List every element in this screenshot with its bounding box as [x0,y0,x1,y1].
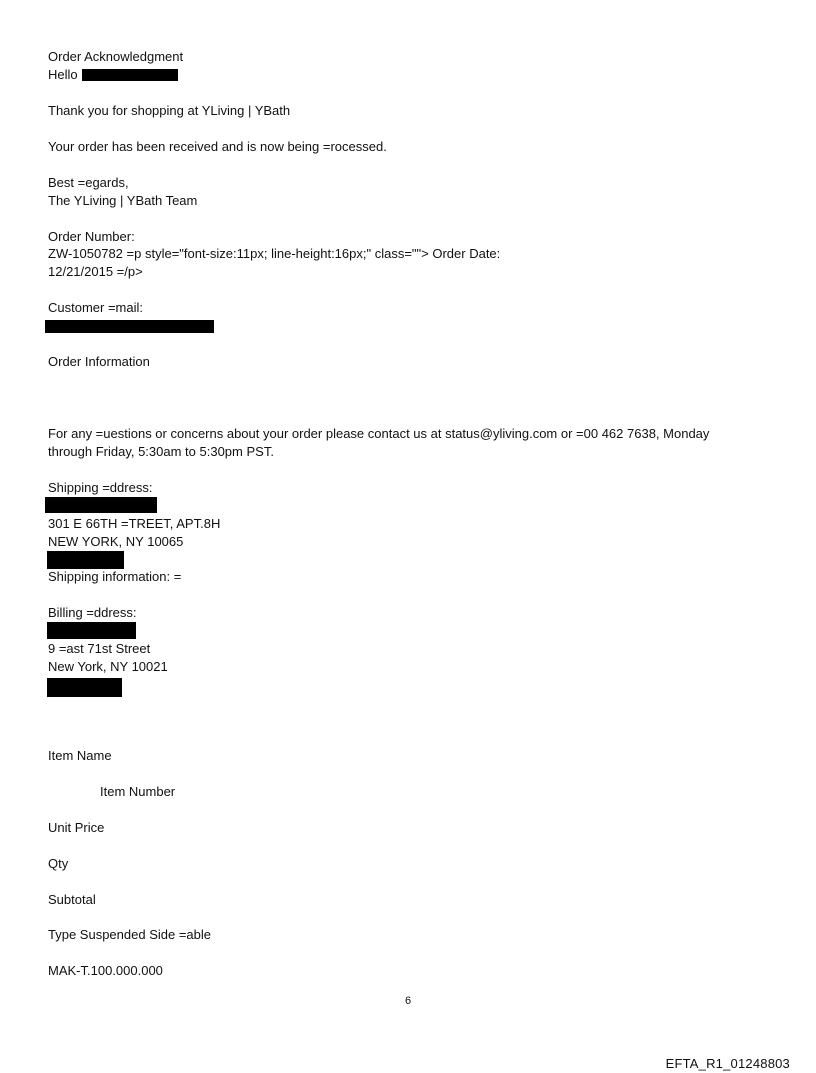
thanks-line: Thank you for shopping at YLiving | YBath [48,103,291,118]
shipping-address-label: Shipping =ddress: [48,480,153,495]
redaction-box [45,497,157,513]
column-item-name: Item Name [48,748,112,763]
order-info-heading: Order Information [48,354,150,369]
column-qty: Qty [48,856,69,871]
item-name-value: Type Suspended Side =able [48,927,211,942]
billing-city: New York, NY 10021 [48,659,168,674]
bates-number: EFTA_R1_01248803 [665,1056,790,1071]
email-title: Order Acknowledgment [48,49,184,64]
page-number: 6 [404,995,412,1007]
order-date-line: 12/21/2015 =/p> [48,264,143,279]
team-signature: The YLiving | YBath Team [48,193,198,208]
billing-street: 9 =ast 71st Street [48,641,151,656]
sign-off: Best =egards, [48,175,129,190]
redaction-box [47,678,122,697]
contact-line-2: through Friday, 5:30am to 5:30pm PST. [48,444,274,459]
order-number-label: Order Number: [48,229,135,244]
order-number-line: ZW-1050782 =p style="font-size:11px; line-height:16px;" class=""> Order Date: [48,246,501,261]
redaction-box [47,622,136,639]
redaction-box [45,320,214,333]
customer-email-label: Customer =mail: [48,300,143,315]
shipping-street: 301 E 66TH =TREET, APT.8H [48,516,221,531]
shipping-city: NEW YORK, NY 10065 [48,534,184,549]
redaction-box [82,69,178,81]
redaction-box [47,551,124,569]
column-subtotal: Subtotal [48,892,96,907]
greeting: Hello [48,67,78,82]
contact-line-1: For any =uestions or concerns about your order please contact us at status@yliving.com or =00 462 7638, Monday [48,426,710,441]
shipping-information: Shipping information: = [48,569,182,584]
item-number-value: MAK-T.100.000.000 [48,963,163,978]
column-unit-price: Unit Price [48,820,105,835]
billing-address-label: Billing =ddress: [48,605,137,620]
column-item-number: Item Number [100,784,176,799]
order-received-line: Your order has been received and is now being =rocessed. [48,139,387,154]
